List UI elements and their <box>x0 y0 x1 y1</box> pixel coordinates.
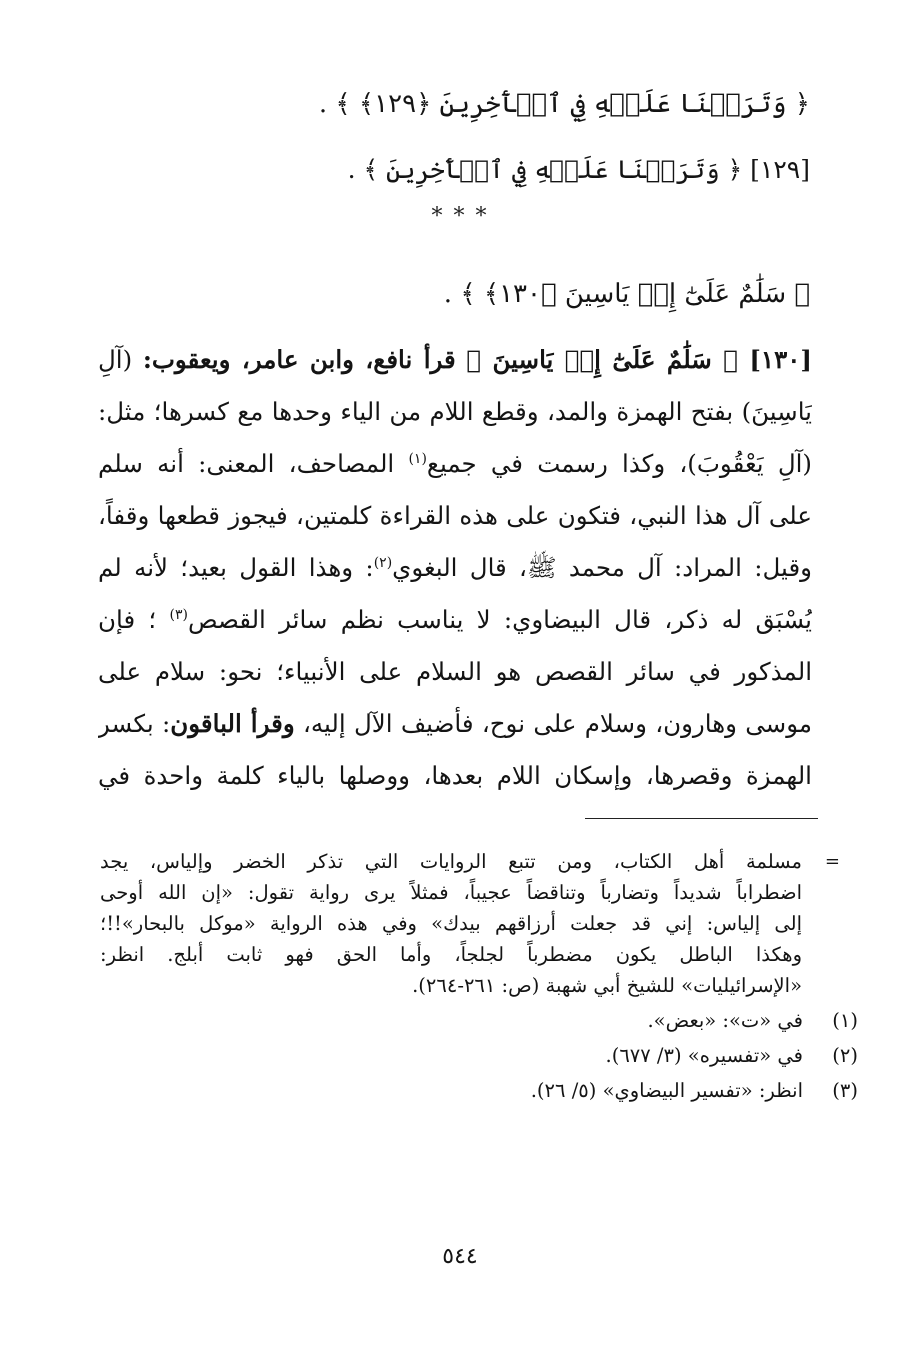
footnote-ref-3: (٣) <box>169 606 188 623</box>
footnote-line: «الإسرائيليات» للشيخ أبي شهبة (ص: ٢٦١-٢٦٤). <box>412 974 802 997</box>
verse-ref: [١٣٠] ﴿ سَلَٰمٌ عَلَىٰٓ إِلۡ يَاسِينَ ﴾ <box>466 345 812 374</box>
footnote-continuation <box>100 846 840 1001</box>
quran-verse-130: ﴿ سَلَٰمٌ عَلَىٰٓ إِلۡ يَاسِينَ ﴿١٣٠﴾ ﴾ . <box>443 279 810 309</box>
footnote-number: (٣) <box>832 1079 858 1102</box>
text-run: : بكسر <box>98 709 171 738</box>
footnote-text: في «تفسيره» (٣/ ٦٧٧). <box>605 1044 803 1067</box>
quran-verse-129: ﴿ وَتَرَكۡنَا عَلَيۡهِ فِي ٱلۡأٓخِرِينَ ﴿١٢٩﴾ ﴾ . <box>318 89 810 119</box>
footnote-line: مسلمة أهل الكتاب، ومن تتبع الروايات التي تذكر الخضر وإلياس، يجد <box>100 850 802 873</box>
footnote-2 <box>100 1040 858 1075</box>
text-run: المصاحف، المعنى: أنه سلم <box>98 449 395 478</box>
reading-attribution: وقرأ الباقون <box>170 709 295 738</box>
footnote-number: (٢) <box>832 1044 858 1067</box>
commentary-line: الهمزة وقصرها، وإسكان اللام بعدها، ووصلها بالياء كلمة واحدة في <box>98 761 812 790</box>
commentary-line <box>98 698 812 750</box>
commentary-line: على آل هذا النبي، فتكون على هذه القراءة كلمتين، فيجوز قطعها وقفاً، <box>98 501 812 530</box>
footnote-line: وهكذا الباطل يكون مضطرباً لجلجاً، وأما الحق فهو ثابت أبلج. انظر: <box>100 943 802 966</box>
footnotes <box>100 846 858 1110</box>
text-run: (آلِ <box>98 345 133 374</box>
footnote-line: اضطراباً شديداً وتضارباً وتناقضاً عجيباً، فمثلاً يرى رواية تقول: «إن الله أوحى <box>100 881 802 904</box>
text-run: موسى وهارون، وسلام على نوح، فأضيف الآل إليه، <box>302 709 812 738</box>
footnote-text: انظر: «تفسير البيضاوي» (٥/ ٢٦). <box>530 1079 803 1102</box>
footnote-ref-1: (١) <box>408 450 427 467</box>
text-run: يُسْبَق له ذكر، قال البيضاوي: لا يناسب نظم سائر القصص <box>187 605 812 634</box>
commentary-line <box>98 594 812 646</box>
footnote-number: (١) <box>832 1009 858 1032</box>
footnote-line: إلى إلياس: إني قد جعلت أرزاقهم بيدك» وفي هذه الرواية «موكل بالبحار»!!؛ <box>100 912 802 935</box>
reading-attribution: قرأ نافع، وابن عامر، ويعقوب: <box>142 345 456 374</box>
footnote-list <box>100 1005 858 1110</box>
verse-commentary-heading-129: [١٢٩] ﴿ وَتَرَكۡنَا عَلَيۡهِ فِي ٱلۡأٓخِرِينَ ﴾ . <box>347 155 810 184</box>
section-separator: * * * <box>431 204 489 229</box>
commentary-line <box>98 438 812 490</box>
footnote-ref-2: (٢) <box>373 554 393 571</box>
commentary-line <box>98 542 812 594</box>
text-run: ؛ فإن <box>98 605 157 634</box>
text-run: (آلِ يَعْقُوبَ)، وكذا رسمت في جميع <box>426 449 812 478</box>
commentary-line <box>98 334 812 386</box>
footnote-1 <box>100 1005 858 1040</box>
text-run: وقيل: المراد: آل محمد ﷺ، قال البغوي <box>392 553 812 582</box>
commentary-line: المذكور في سائر القصص هو السلام على الأنبياء؛ نحو: سلام على <box>98 657 812 686</box>
footnote-3 <box>100 1075 858 1110</box>
commentary-line: يَاسِينَ) بفتح الهمزة والمد، وقطع اللام من الياء وحدها مع كسرها؛ مثل: <box>98 397 812 426</box>
page-number: ٥٤٤ <box>442 1244 478 1269</box>
footnote-text: في «ت»: «بعض». <box>647 1009 803 1032</box>
commentary-body <box>98 334 812 802</box>
text-run: : وهذا القول بعيد؛ لأنه لم <box>98 553 374 582</box>
continuation-marker: = <box>824 851 840 872</box>
footnote-divider <box>585 818 818 819</box>
